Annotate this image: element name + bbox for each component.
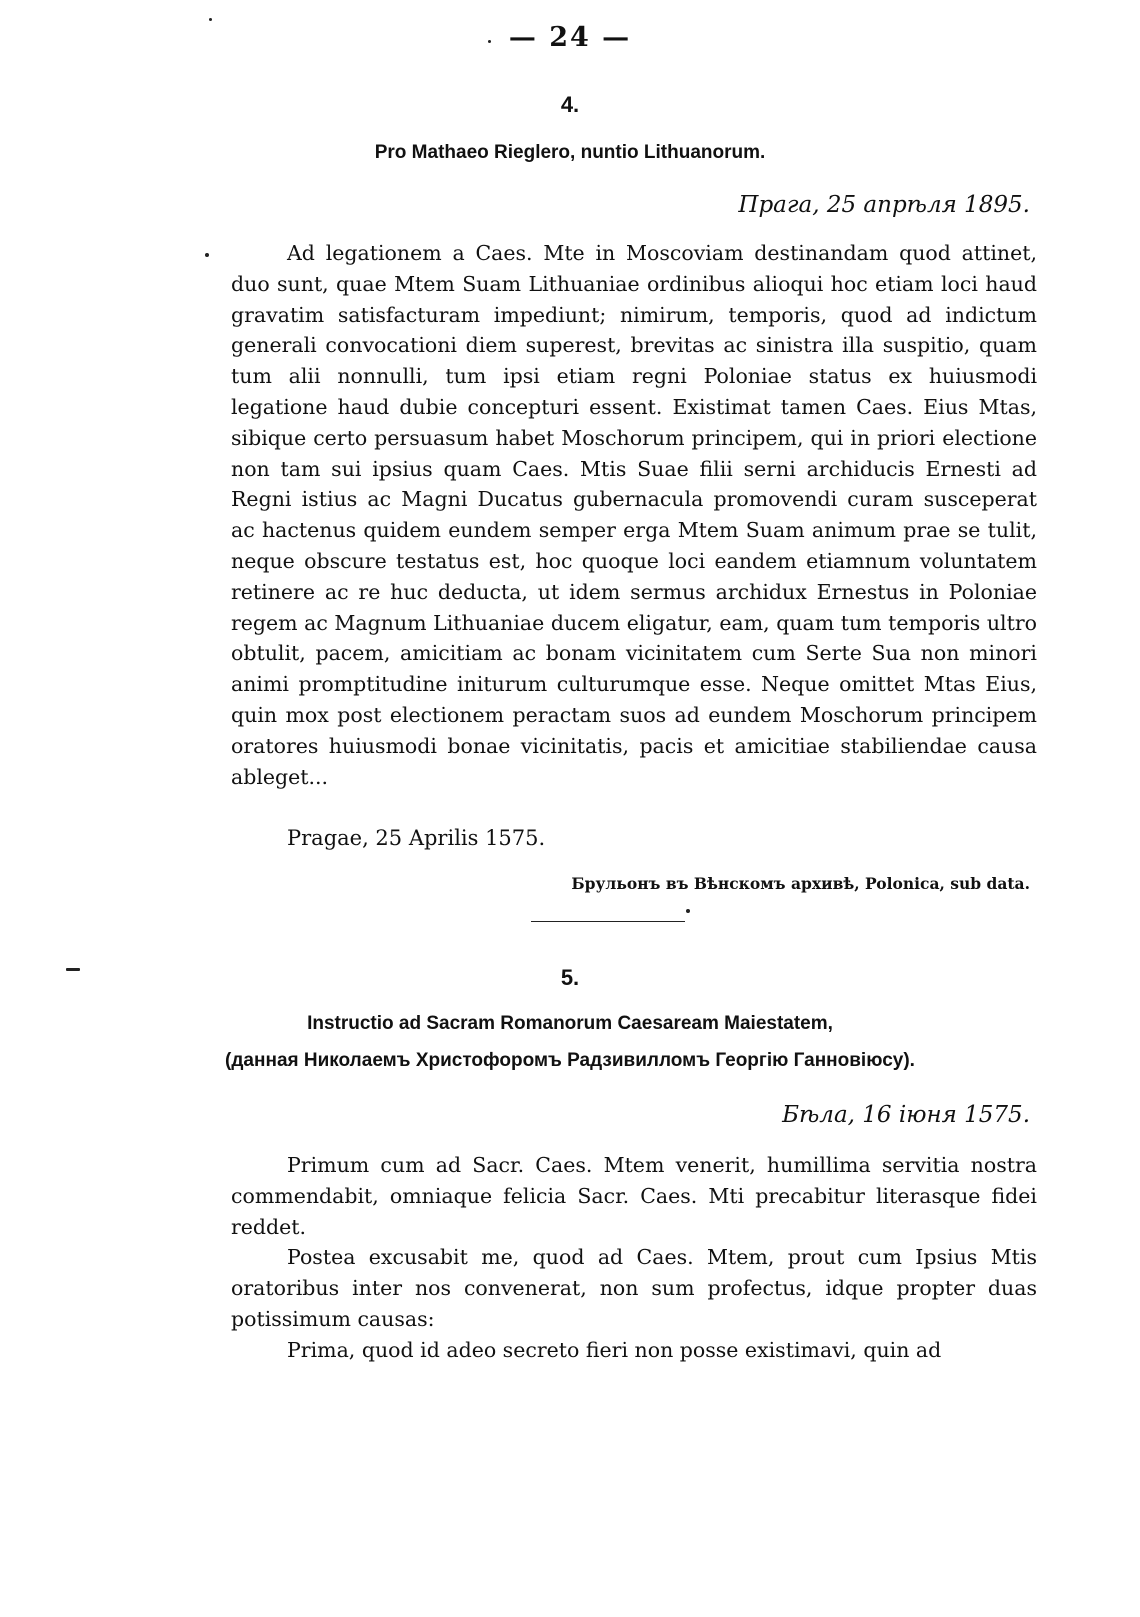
document-5-paragraph-2: Postea excusabit me, quod ad Caes. Mtem, prout cum Ipsius Mtis oratoribus inter nos convenerat, non sum profectus, idque propter duas potissimum causas: [231, 1245, 1037, 1331]
scan-speck [66, 968, 80, 971]
document-4-paragraph: Ad legationem a Caes. Mte in Moscoviam destinandam quod attinet, duo sunt, quae Mtem Suam Lithuaniae ordinibus alioqui hoc etiam loci haud gravatim satisfacturam impediunt; nimirum, temporis, quod ad indictum generali convocationi diem superest, brevitas ac sinistra illa suspitio, quam tum alii nonnulli, tum ipsi etiam regni Poloniae status ex huiusmodi legatione haud dubie concepturi essent. Existimat tamen Caes. Eius Mtas, sibique certo persuasum habet Moschorum principem, qui in priori electione non tam sui ipsius quam Caes. Mtis Suae filii serni archiducis Ernesti ad Regni istius ac Magni Ducatus gubernacula promovendi curam susceperat ac hactenus quidem eundem semper erga Mtem Suam animum prae se tulit, neque obscure testatus est, hoc quoque loci eandem etiamnum voluntatem retinere ac re huc deducta, ut idem sermus archidux Ernestus in Poloniae regem ac Magnum Lithuaniae ducem eligatur, eam, quam tum temporis ultro obtulit, pacem, amicitiam ac bonam vicinitatem cum Serte Sua non minori animi promptitudine initurum culturumque esse. Neque omittet Mtas Eius, quin mox post electionem peractam suos ad eundem Moschorum principem oratores huiusmodi bonae vicinitatis, pacis et amicitiae stabiliendae causa ableget... [231, 241, 1037, 789]
document-4-title: Pro Mathaeo Rieglero, nuntio Lithuanorum. [374, 142, 766, 163]
scan-speck [205, 253, 209, 257]
document-4-body [231, 238, 1037, 792]
document-5-paragraph-1: Primum cum ad Sacr. Caes. Mtem venerit, humillima servitia nostra commendabit, omniaque felicia Sacr. Caes. Mti precabitur literasque fidei reddet. [231, 1153, 1037, 1239]
scan-speck [209, 18, 212, 21]
section-divider [531, 921, 685, 922]
document-4-signoff: Pragae, 25 Aprilis 1575. [287, 826, 546, 850]
document-4-number: 4. [560, 92, 580, 117]
document-4-place-date: Прага, 25 апрѣля 1895. [738, 192, 1030, 218]
page-number: — 24 — [508, 22, 632, 53]
document-5-title-line1: Instructio ad Sacram Romanorum Caesaream Maiestatem, [307, 1013, 833, 1034]
document-5-paragraph-3: Prima, quod id adeo secreto fieri non posse existimavi, quin ad [287, 1337, 942, 1362]
document-4-source: Брульонъ въ Вѣнскомъ архивѣ, Polonica, sub data. [571, 874, 1030, 893]
scan-speck [488, 40, 491, 43]
document-5-title-line2: (данная Николаемъ Христофоромъ Радзивилломъ Георгію Ганновіюсу). [225, 1050, 915, 1071]
document-5-body [231, 1150, 1037, 1366]
scan-speck [686, 909, 690, 913]
document-5-number: 5. [560, 965, 580, 990]
document-5-place-date: Бѣла, 16 іюня 1575. [782, 1102, 1030, 1128]
